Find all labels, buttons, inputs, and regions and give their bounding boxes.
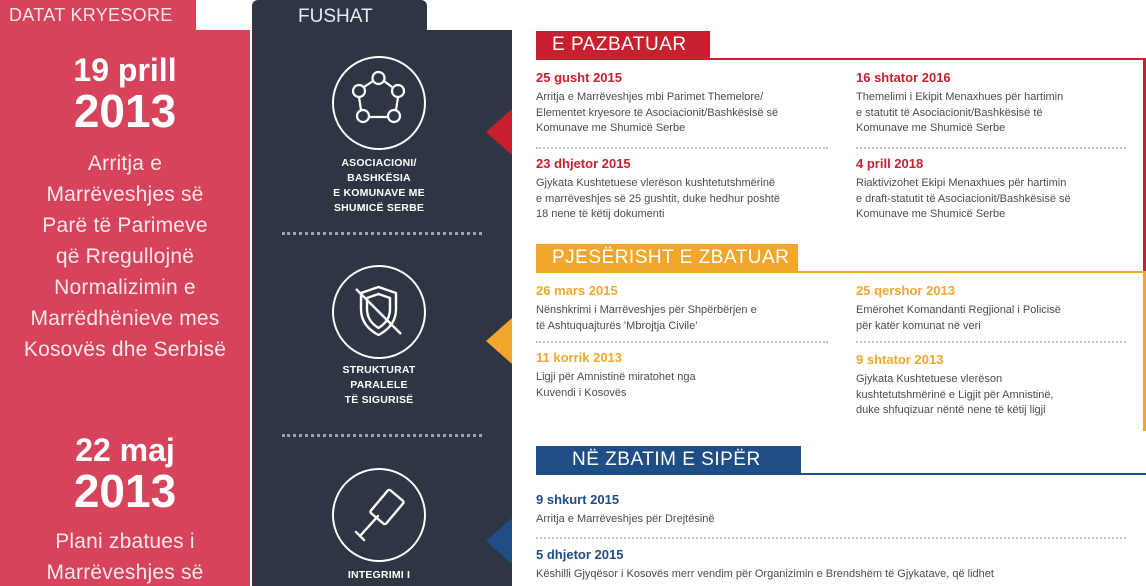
text-line: Gjykata Kushtetuese vlerëson: [856, 373, 1003, 385]
key-dates-column: [0, 0, 250, 586]
item-date: 16 shtator 2016: [856, 70, 951, 85]
item-text: [856, 372, 1136, 419]
timeline-item: [856, 352, 1136, 419]
red-pointer: [486, 109, 512, 155]
item-text: [856, 176, 1136, 223]
timeline-item: [536, 70, 836, 137]
text-line: Këshilli Gjyqësor i Kosovës merr vendim për Organizimin e Brendshëm të Gjykatave, që lidhet: [536, 568, 994, 580]
field-separator: [282, 232, 482, 235]
crossed-shield-icon: [332, 265, 426, 359]
status-column: [512, 0, 1146, 586]
text-line: Elementet kryesore të Asociacionit/Bashkësisë së: [536, 106, 779, 119]
key-date-day: 22 maj: [75, 432, 175, 468]
key-date-year: 2013: [73, 85, 177, 137]
description-line: Plani zbatues i: [55, 530, 195, 553]
key-date-entry-1: [0, 52, 250, 365]
item-date: 9 shkurt 2015: [536, 492, 620, 507]
item-date: 25 gusht 2015: [536, 70, 622, 85]
label-line: E KOMUNAVE ME: [333, 187, 425, 199]
timeline-item: [856, 70, 1136, 137]
text-line: e marrëveshjes së 25 gushtit, duke hedhur poshtë: [536, 192, 780, 205]
item-date: 4 prill 2018: [856, 156, 924, 171]
association-network-icon: [332, 56, 426, 150]
text-line: Nënshkrimi i Marrëveshjes për Shpërbërjen e: [536, 304, 757, 316]
label-line: BASHKËSIA: [347, 172, 411, 184]
description-line: Marrëveshjes së: [46, 183, 204, 206]
text-line: Kuvendi i Kosovës: [536, 386, 627, 399]
label-line: ASOCIACIONI/: [341, 157, 417, 169]
text-line: Themelimi i Ekipit Menaxhues për hartimin: [856, 91, 1064, 103]
section-rule: [536, 271, 1146, 273]
label-line: INTEGRIMI I: [347, 569, 411, 581]
section-title-in-progress: NË ZBATIM E SIPËR: [536, 446, 801, 474]
text-line: Arritja e Marrëveshjes për Drejtësinë: [536, 513, 715, 525]
text-line: e statutit të Asociacionit/Bashkësisë të: [856, 106, 1043, 119]
description-line: Parë të Parimeve: [42, 214, 208, 237]
timeline-item: [536, 350, 836, 401]
field-label-parallel-structures: [252, 363, 506, 408]
text-line: e draft-statutit të Asociacionit/Bashkësisë së: [856, 192, 1071, 205]
text-line: Gjykata Kushtetuese vlerëson kushtetutshmërinë: [536, 177, 776, 189]
timeline-item: [856, 283, 1136, 334]
orange-pointer: [486, 318, 512, 364]
item-date: 5 dhjetor 2015: [536, 547, 624, 562]
description-line: Kosovës dhe Serbisë: [23, 338, 227, 361]
timeline-item: [536, 156, 836, 223]
text-line: duke shfuqizuar nëntë nene të këtij ligji: [856, 404, 1046, 416]
text-line: për katër komunat në veri: [856, 319, 981, 332]
text-line: Riaktivizohet Ekipi Menaxhues për hartimin: [856, 177, 1067, 189]
key-date-day: 19 prill: [73, 52, 177, 88]
dotted-divider: [856, 147, 1126, 149]
description-line: Arritja e: [87, 152, 163, 175]
gavel-icon: [332, 468, 426, 562]
item-text: [536, 370, 836, 401]
text-line: Arritja e Marrëveshjes mbi Parimet Themelore/: [536, 91, 764, 103]
item-text: [536, 90, 836, 137]
fields-title: FUSHAT: [252, 0, 427, 34]
field-label-association: [252, 156, 506, 216]
section-title-not-implemented: E PAZBATUAR: [536, 31, 710, 59]
label-line: PARALELE: [350, 379, 408, 391]
section-rule: [536, 58, 1146, 60]
dotted-divider: [536, 341, 828, 343]
text-line: Emërohet Komandanti Regjional i Policisë: [856, 304, 1061, 316]
text-line: kushtetutshmërinë e Ligjit për Amnistinë,: [856, 388, 1054, 401]
description-line: Marrëdhënieve mes: [30, 307, 220, 330]
timeline-item: [536, 492, 1136, 528]
dotted-divider: [536, 537, 1126, 539]
text-line: të Ashtuquajturës 'Mbrojtja Civile': [536, 319, 698, 332]
key-dates-title: DATAT KRYESORE: [0, 0, 196, 30]
timeline-item: [856, 156, 1136, 223]
section-title-partially-implemented: PJESËRISHT E ZBATUAR: [536, 244, 798, 272]
key-date-description: [0, 148, 250, 365]
blue-pointer: [486, 518, 512, 564]
field-label-integration: [252, 568, 506, 583]
item-date: 11 korrik 2013: [536, 350, 623, 365]
item-date: 26 mars 2015: [536, 283, 618, 298]
description-line: Marrëveshjes së: [46, 561, 204, 584]
description-line: që Rregullojnë: [55, 245, 195, 268]
label-line: SHUMICË SERBE: [333, 202, 425, 214]
timeline-item: [536, 283, 836, 334]
key-date-entry-2: [0, 432, 250, 586]
label-line: STRUKTURAT: [342, 364, 416, 376]
field-separator: [282, 434, 482, 437]
text-line: Ligji për Amnistinë miratohet nga: [536, 371, 696, 383]
timeline-item: [536, 547, 1146, 583]
item-text: [536, 567, 1146, 583]
text-line: 18 nene të këtij dokumenti: [536, 208, 665, 220]
item-date: 9 shtator 2013: [856, 352, 944, 367]
section-rule: [536, 473, 1146, 475]
item-text: [536, 303, 836, 334]
description-line: Normalizimin e: [54, 276, 196, 299]
label-line: TË SIGURISË: [344, 394, 414, 406]
item-text: [856, 303, 1136, 334]
dotted-divider: [856, 341, 1126, 343]
item-date: 25 qershor 2013: [856, 283, 956, 298]
item-text: [536, 512, 1136, 528]
key-date-description: [0, 526, 250, 586]
fields-column: [252, 0, 512, 586]
dotted-divider: [536, 147, 828, 149]
item-date: 23 dhjetor 2015: [536, 156, 631, 171]
key-date-year: 2013: [73, 465, 177, 517]
item-text: [536, 176, 836, 223]
text-line: Komunave me Shumicë Serbe: [536, 122, 686, 134]
text-line: Komunave me Shumicë Serbe: [856, 208, 1006, 220]
item-text: [856, 90, 1136, 137]
text-line: Komunave me Shumicë Serbe: [856, 122, 1006, 134]
